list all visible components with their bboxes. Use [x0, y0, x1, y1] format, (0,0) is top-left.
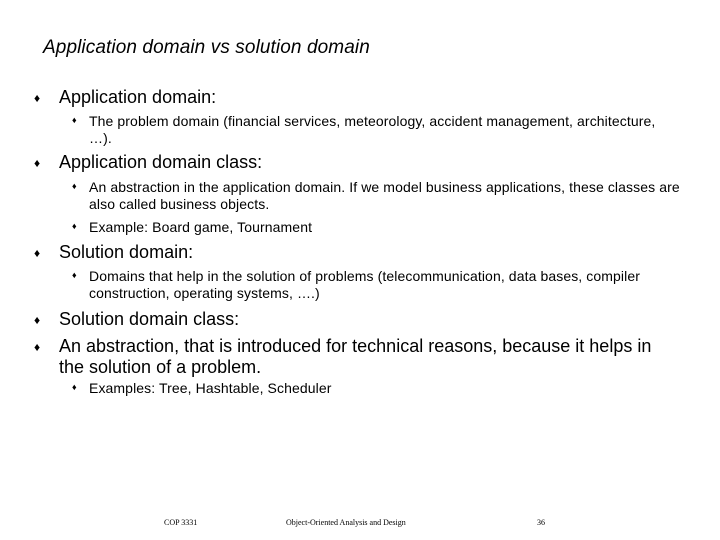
sub-bullet-text: Domains that help in the solution of problems (telecommunication, data bases, compiler construction, operating systems, ….): [89, 268, 640, 301]
diamond-bullet-icon: ♦: [34, 246, 41, 260]
footer-subject: Object-Oriented Analysis and Design: [286, 518, 406, 527]
small-diamond-bullet-icon: ♦: [72, 115, 77, 125]
small-diamond-bullet-icon: ♦: [72, 270, 77, 280]
diamond-bullet-icon: ♦: [34, 156, 41, 170]
sub-bullet-text: The problem domain (financial services, meteorology, accident management, architecture, …).: [89, 113, 656, 146]
sub-bullet-text: An abstraction in the application domain. If we model business applications, these classes are also called business objects.: [89, 179, 680, 212]
footer-course: COP 3331: [164, 518, 198, 527]
sub-bullet-text: Example: Board game, Tournament: [89, 219, 313, 235]
diamond-bullet-icon: ♦: [34, 91, 41, 105]
diamond-bullet-icon: ♦: [34, 313, 41, 327]
slide-title: Application domain vs solution domain: [43, 37, 370, 58]
footer-page-number: 36: [537, 518, 545, 527]
bullet-text: Application domain:: [59, 87, 217, 107]
sub-bullet-examples-tree: [72, 380, 682, 397]
bullet-text: Solution domain class:: [59, 309, 240, 329]
sub-bullet-problem-domain: [72, 113, 682, 147]
bullet-text: An abstraction, that is introduced for technical reasons, because it helps in the solution of a problem.: [59, 336, 652, 377]
sub-bullet-abstraction-application: [72, 179, 682, 213]
bullet-solution-domain: [34, 242, 694, 263]
bullet-application-domain-class: [34, 152, 694, 173]
small-diamond-bullet-icon: ♦: [72, 382, 77, 392]
diamond-bullet-icon: ♦: [34, 340, 41, 354]
bullet-text: Application domain class:: [59, 152, 263, 172]
small-diamond-bullet-icon: ♦: [72, 181, 77, 191]
bullet-solution-domain-class: [34, 309, 694, 330]
sub-bullet-domains-help: [72, 268, 682, 302]
bullet-text: Solution domain:: [59, 242, 194, 262]
sub-bullet-text: Examples: Tree, Hashtable, Scheduler: [89, 380, 332, 396]
bullet-abstraction-technical: [34, 336, 674, 378]
small-diamond-bullet-icon: ♦: [72, 221, 77, 231]
sub-bullet-example-board-game: [72, 219, 682, 236]
bullet-application-domain: [34, 87, 694, 108]
